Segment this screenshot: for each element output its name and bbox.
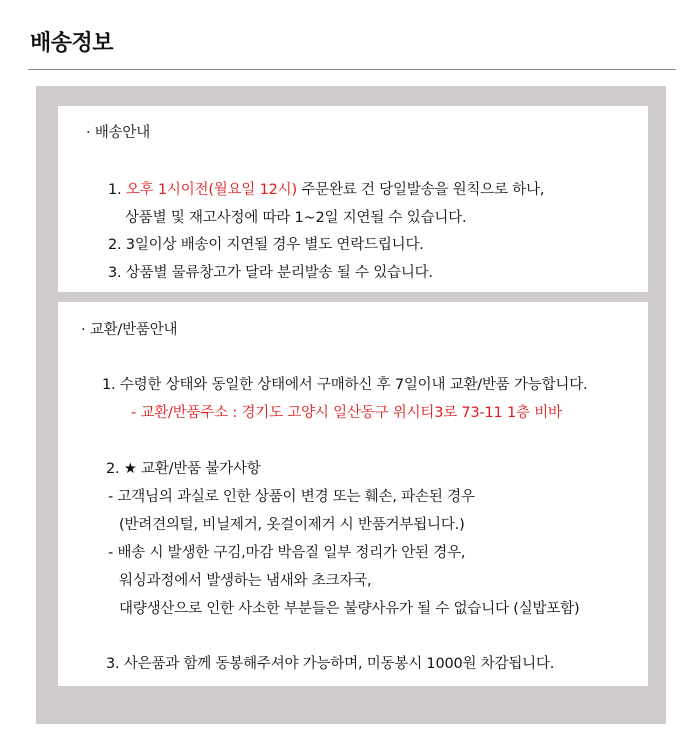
shipping-item-1-text: 주문완료 건 당일발송을 원칙으로 하나, [296,182,545,198]
returns-address: - 교환/반품주소 : 경기도 고양시 일산동구 위시티3로 73-11 1층 비바 [131,405,562,421]
returns-item-2-line-1: - 고객님의 과실로 인한 상품이 변경 또는 훼손, 파손된 경우 [108,489,475,505]
page-title: 배송정보 [30,31,114,56]
shipping-item-2: 2. 3일이상 배송이 지연될 경우 별도 연락드립니다. [108,237,424,253]
shipping-item-1-number: 1. [108,182,126,198]
shipping-section [58,106,648,292]
returns-heading: · 교환/반품안내 [81,322,178,338]
returns-item-3: 3. 사은품과 함께 동봉해주셔야 가능하며, 미동봉시 1000원 차감됩니다. [106,656,555,672]
shipping-cutoff-highlight: 오후 1시이전(월요일 12시) [125,182,297,198]
shipping-item-3: 3. 상품별 물류창고가 달라 분리발송 될 수 있습니다. [108,265,433,281]
returns-item-2-line-5: 대량생산으로 인한 사소한 부분들은 불량사유가 될 수 없습니다 (실밥포함) [119,601,580,617]
shipping-item-1-continued: 상품별 및 재고사정에 따라 1~2일 지연될 수 있습니다. [125,210,467,226]
returns-item-2-heading: 2. ★ 교환/반품 불가사항 [106,461,261,477]
shipping-heading: · 배송안내 [86,125,151,141]
returns-item-1: 1. 수령한 상태와 동일한 상태에서 구매하신 후 7일이내 교환/반품 가능합니다. [102,377,588,393]
returns-item-2-line-3: - 배송 시 발생한 구김,마감 박음질 일부 정리가 안된 경우, [108,545,466,561]
title-divider [28,69,676,70]
returns-section [58,302,648,686]
returns-item-2-line-4: 워싱과정에서 발생하는 냄새와 초크자국, [119,573,372,589]
returns-item-2-line-2: (반려견의털, 비닐제거, 옷걸이제거 시 반품거부됩니다.) [119,517,465,533]
shipping-item-1 [108,178,544,199]
